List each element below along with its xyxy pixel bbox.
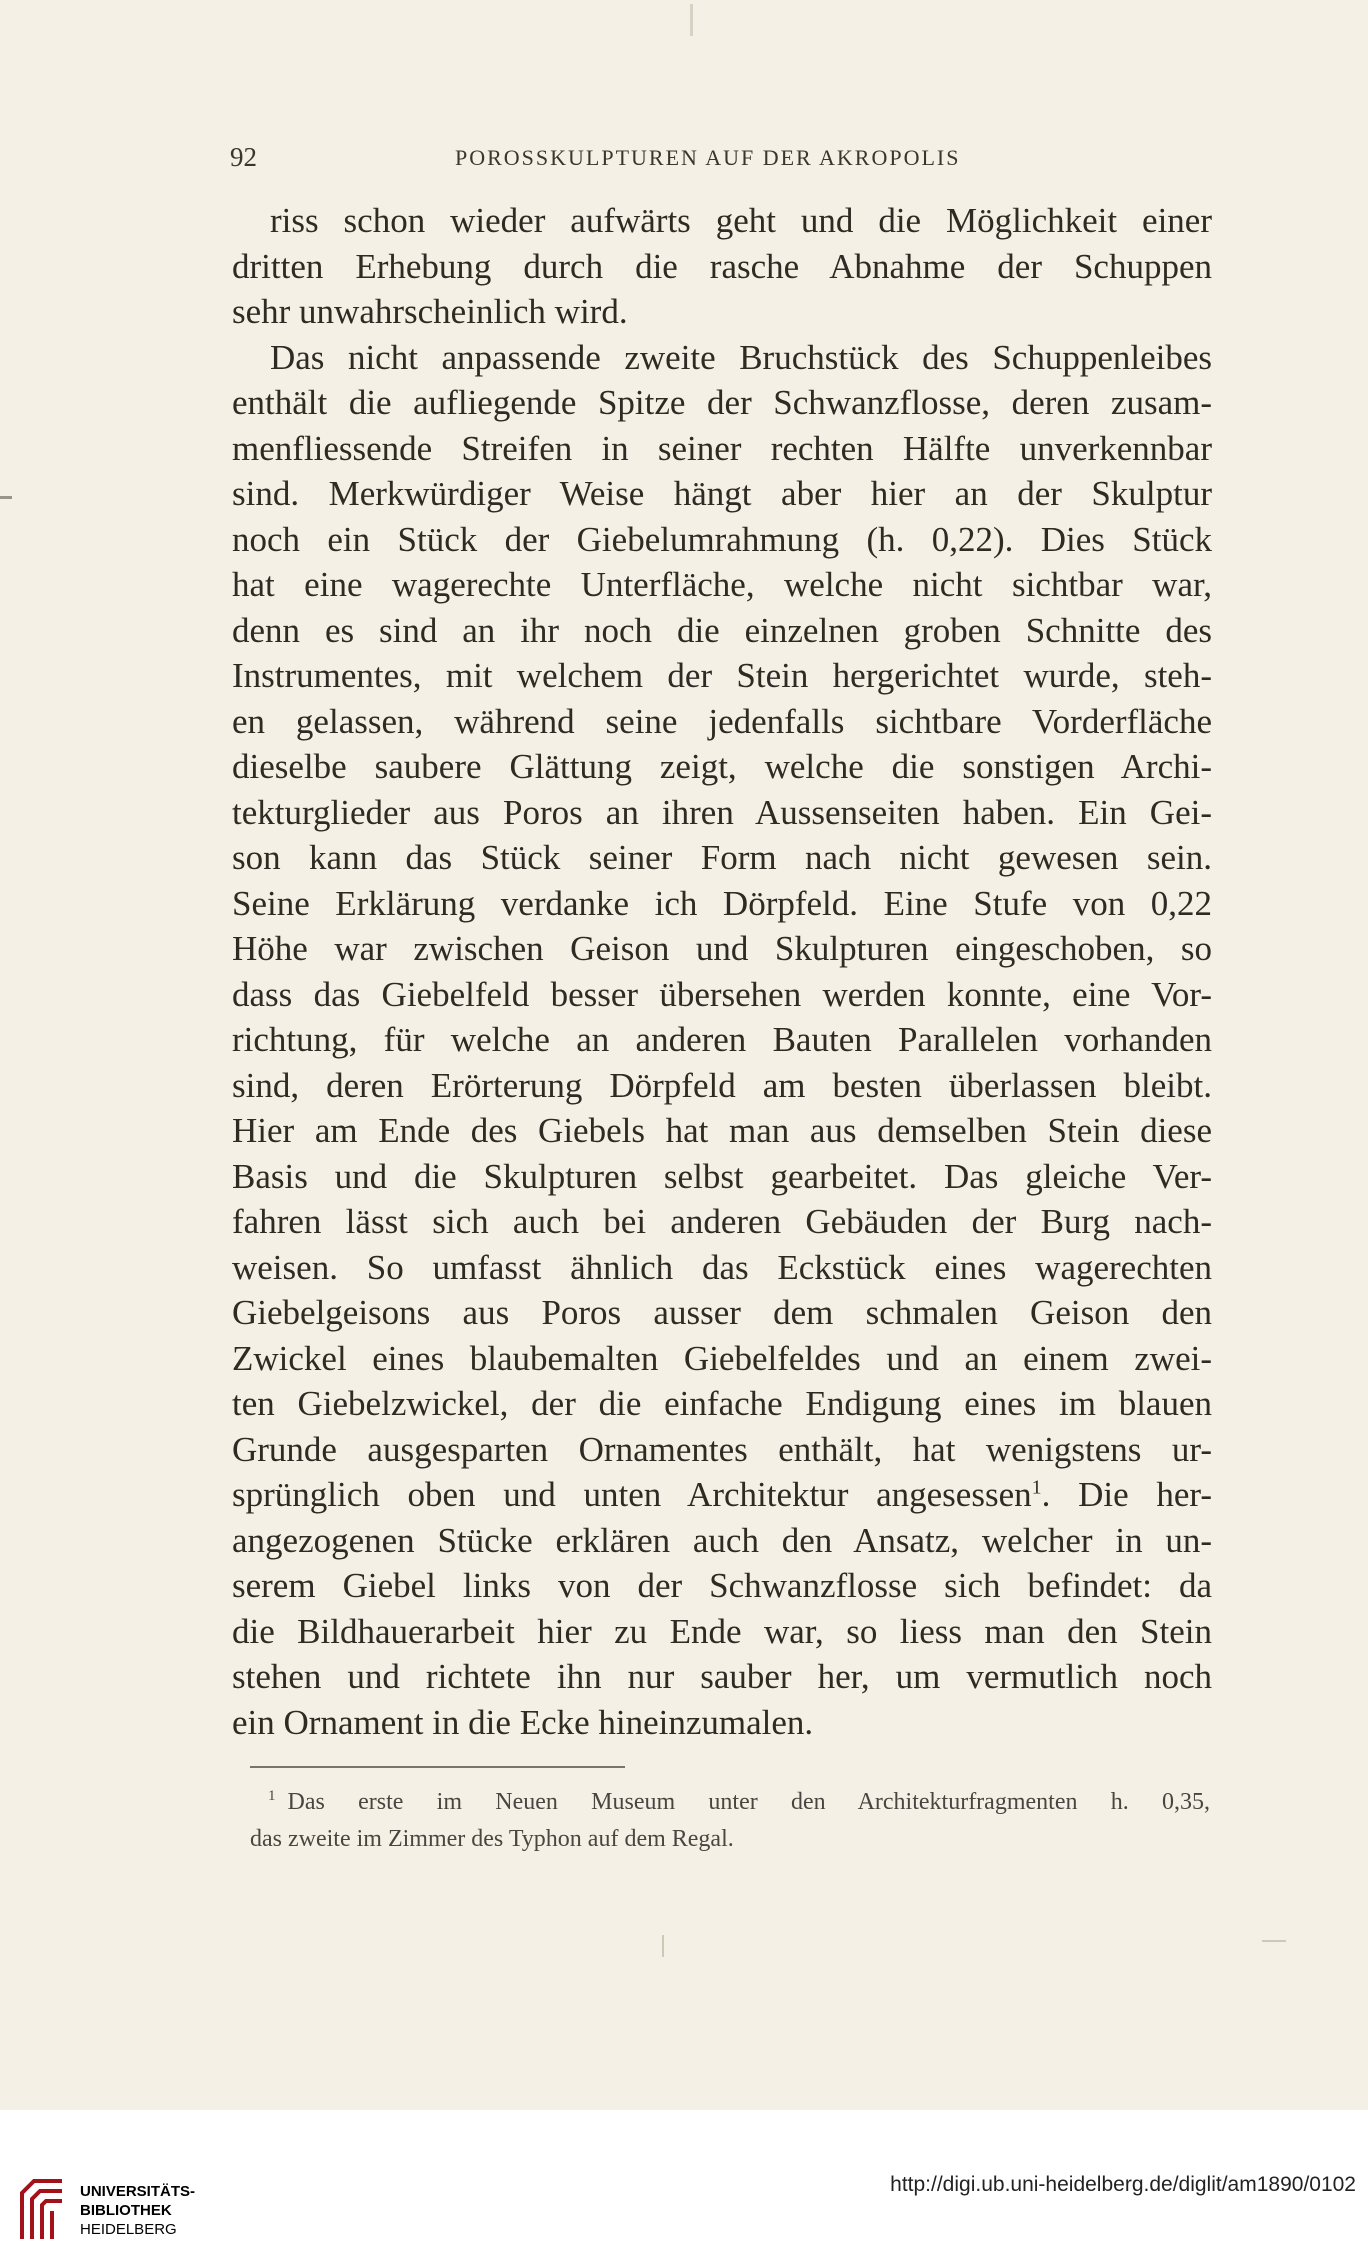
text-line: dass das Giebelfeld besser übersehen werden konnte, eine Vor- bbox=[232, 974, 1212, 1014]
text-line: Giebelgeisons aus Poros ausser dem schmalen Geison den bbox=[232, 1293, 1212, 1332]
scan-mark bbox=[690, 4, 693, 36]
text-line: dieselbe saubere Glättung zeigt, welche die sonstigen Archi- bbox=[232, 747, 1212, 786]
footnote-text: Das erste im Neuen Museum unter den Architekturfragmenten h. 0,35, bbox=[287, 1789, 1210, 1815]
library-name-line: HEIDELBERG bbox=[80, 2221, 177, 2238]
margin-mark bbox=[0, 496, 12, 499]
text-line: enthält die aufliegende Spitze der Schwanzflosse, deren zusam- bbox=[232, 383, 1212, 422]
text-line: denn es sind an ihr noch die einzelnen groben Schnitte des bbox=[232, 610, 1212, 650]
text-line: dritten Erhebung durch die rasche Abnahme der Schuppen bbox=[232, 246, 1212, 286]
scan-mark bbox=[1262, 1940, 1286, 1942]
text-line: Hier am Ende des Giebels hat man aus demselben Stein diese bbox=[232, 1111, 1212, 1150]
text-line: tekturglieder aus Poros an ihren Aussenseiten haben. Ein Gei- bbox=[232, 792, 1212, 832]
paragraph bbox=[232, 335, 1212, 1746]
text-line: son kann das Stück seiner Form nach nicht gewesen sein. bbox=[232, 838, 1212, 877]
text-line: sind. Merkwürdiger Weise hängt aber hier an der Skulptur bbox=[232, 474, 1212, 513]
library-name-line: UNIVERSITÄTS- bbox=[80, 2183, 196, 2200]
footnote-reference[interactable]: 1 bbox=[1031, 1476, 1042, 1499]
text-line: ten Giebelzwickel, der die einfache Endigung eines im blauen bbox=[232, 1384, 1212, 1423]
text-line: noch ein Stück der Giebelumrahmung (h. 0,22). Dies Stück bbox=[232, 519, 1212, 559]
text-line: ein Ornament in die Ecke hineinzumalen. bbox=[232, 1702, 814, 1742]
paragraph bbox=[232, 198, 1212, 335]
footnote-rule bbox=[250, 1766, 625, 1768]
text-line: riss schon wieder aufwärts geht und die Möglichkeit einer bbox=[270, 201, 1212, 240]
text-line: die Bildhauerarbeit hier zu Ende war, so liess man den Stein bbox=[232, 1611, 1212, 1651]
running-title: POROSSKULPTUREN AUF DER AKROPOLIS bbox=[455, 145, 961, 170]
text-line: hat eine wagerechte Unterfläche, welche nicht sichtbar war, bbox=[232, 565, 1212, 604]
footnote-line: das zweite im Zimmer des Typhon auf dem Regal. bbox=[250, 1826, 734, 1852]
text-line: sehr unwahrscheinlich wird. bbox=[232, 292, 628, 331]
permalink-url[interactable]: http://digi.ub.uni-heidelberg.de/diglit/am1890/0102 bbox=[890, 2173, 1356, 2196]
scan-mark bbox=[662, 1935, 664, 1957]
footnote-marker: 1 bbox=[268, 1788, 276, 1804]
text-line: richtung, für welche an anderen Bauten Parallelen vorhanden bbox=[232, 1020, 1212, 1059]
page-number: 92 bbox=[230, 142, 257, 172]
text-line: menfliessende Streifen in seiner rechten Hälfte unverkennbar bbox=[232, 428, 1212, 468]
footnotes bbox=[250, 1778, 1210, 1858]
body-text bbox=[232, 198, 1212, 1745]
text-line: sprünglich oben und unten Architektur angesessen$^1$. Die her- bbox=[232, 1475, 1212, 1514]
library-name-line: BIBLIOTHEK bbox=[80, 2202, 172, 2219]
text-line: Höhe war zwischen Geison und Skulpturen eingeschoben, so bbox=[232, 929, 1212, 968]
text-line: weisen. So umfasst ähnlich das Eckstück eines wagerechten bbox=[232, 1247, 1212, 1287]
text-line: fahren lässt sich auch bei anderen Gebäuden der Burg nach- bbox=[232, 1202, 1212, 1241]
text-line: serem Giebel links von der Schwanzflosse sich befindet: da bbox=[232, 1566, 1212, 1605]
text-line: Seine Erklärung verdanke ich Dörpfeld. Eine Stufe von 0,22 bbox=[232, 883, 1212, 923]
text-line: Instrumentes, mit welchem der Stein hergerichtet wurde, steh- bbox=[232, 656, 1212, 695]
text-line: Basis und die Skulpturen selbst gearbeitet. Das gleiche Ver- bbox=[232, 1156, 1212, 1196]
text-line: sind, deren Erörterung Dörpfeld am besten überlassen bleibt. bbox=[232, 1065, 1212, 1105]
text-line: Grunde ausgesparten Ornamentes enthält, hat wenigstens ur- bbox=[232, 1429, 1212, 1469]
text-fragment: . Die her- bbox=[1041, 1475, 1212, 1514]
text-line: en gelassen, während seine jedenfalls sichtbare Vorderfläche bbox=[232, 701, 1212, 741]
text-line: Zwickel eines blaubemalten Giebelfeldes und an einem zwei- bbox=[232, 1338, 1212, 1378]
page-header bbox=[230, 142, 1210, 182]
footnote-line bbox=[250, 1778, 1210, 1821]
text-line: Das nicht anpassende zweite Bruchstück des Schuppenleibes bbox=[270, 337, 1212, 377]
library-name bbox=[80, 2182, 195, 2239]
text-line: stehen und richtete ihn nur sauber her, um vermutlich noch bbox=[232, 1657, 1212, 1696]
text-line: angezogenen Stücke erklären auch den Ansatz, welcher in un- bbox=[232, 1520, 1212, 1560]
university-library-logo-icon bbox=[12, 2175, 70, 2245]
